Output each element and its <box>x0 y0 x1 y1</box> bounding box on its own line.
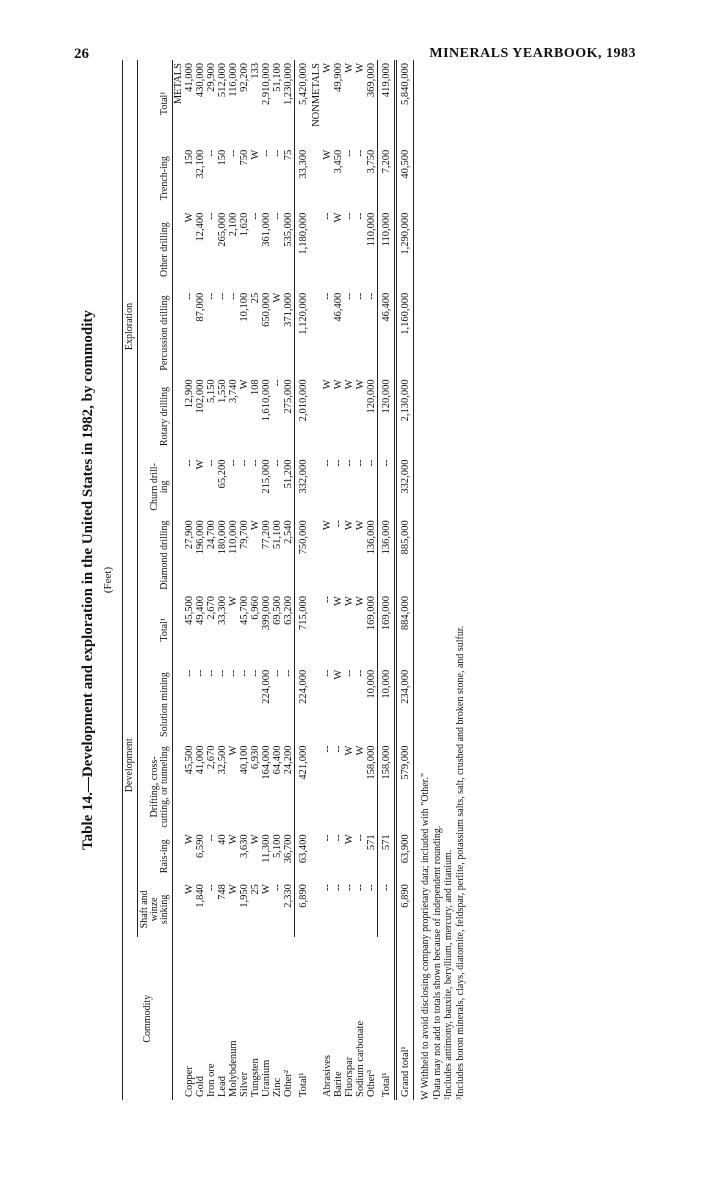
table-cell: -- <box>206 669 217 677</box>
table-cell: 6,930 <box>250 745 261 770</box>
group-header-exploration: Exploration <box>123 60 138 593</box>
table-cell: W <box>272 292 283 303</box>
col-header-commodity: Commodity <box>123 938 173 1101</box>
section-nonmetals <box>311 60 322 1100</box>
table-cell: -- <box>239 459 250 467</box>
table-cell: 371,000 <box>283 292 294 327</box>
table-cell: 164,000 <box>261 745 272 780</box>
commodity-name: Grand total¹ <box>396 938 414 1101</box>
table-cell: 1,620 <box>239 212 250 237</box>
table-cell: W <box>344 520 355 531</box>
table-cell: 169,000 <box>378 593 396 667</box>
grand-total-row <box>396 60 414 1100</box>
table-cell: 133 <box>250 63 261 79</box>
table-cell: W <box>250 520 261 531</box>
table-cell: -- <box>366 459 377 467</box>
table-cell: 275,000 <box>283 379 294 414</box>
table-cell: W <box>355 596 366 606</box>
table-cell: 5,100 <box>272 834 283 858</box>
table-cell: 150 <box>217 149 228 166</box>
table-cell: 512,000 <box>217 63 228 98</box>
table-cell: -- <box>344 669 355 677</box>
table-cell: 49,900 <box>333 63 344 92</box>
table-cell: 579,000 <box>396 743 414 832</box>
col-header-diamond-drilling: Diamond drilling <box>138 517 173 593</box>
table-cell: 332,000 <box>295 457 312 518</box>
table-cell: 63,200 <box>283 596 294 625</box>
table-cell: -- <box>355 834 366 842</box>
table-cell: 2,330 <box>283 884 294 908</box>
table-cell: 6,890 <box>396 881 414 937</box>
footnote-2: ²Includes antimony, bauxite, beryllium, mercury, and titanium. <box>443 849 454 1100</box>
col-header-raising: Rais-ing <box>138 831 173 881</box>
table-cell: 40 <box>217 834 228 845</box>
table-cell: 1,230,000 <box>283 63 294 105</box>
rotated-table-region <box>80 60 500 1100</box>
table-cell: -- <box>228 149 239 157</box>
table-cell: -- <box>355 149 366 157</box>
table-cell: -- <box>217 669 228 677</box>
table-cell: 41,000 <box>184 63 195 92</box>
commodity-name: Barite <box>333 1071 344 1097</box>
page-number: 26 <box>74 46 89 62</box>
table-cell: W <box>322 149 333 160</box>
table-cell: W <box>228 834 239 845</box>
table-cell: -- <box>322 292 333 300</box>
table-cell: 25 <box>250 292 261 304</box>
table-row <box>239 60 250 1100</box>
table-cell: 46,400 <box>333 292 344 322</box>
table-cell: 2,670 <box>206 596 217 620</box>
col-header-churn-drilling: Churn drill-ing <box>138 457 173 518</box>
table-cell: 1,550 <box>217 379 228 404</box>
table-cell: 45,700 <box>239 596 250 625</box>
table-cell: W <box>355 379 366 390</box>
table-cell: 399,000 <box>261 596 272 631</box>
table-cell: W <box>344 596 355 606</box>
commodity-name: Other² <box>283 1069 295 1097</box>
table-cell: -- <box>333 520 344 528</box>
table-cell: 5,420,000 <box>295 60 312 147</box>
table-cell: -- <box>283 669 294 677</box>
table-row <box>195 60 206 1100</box>
col-header-rotary-drilling: Rotary drilling <box>138 376 173 456</box>
footnote-w: W Withheld to avoid disclosing company proprietary data; included with "Other." <box>420 772 431 1100</box>
table-cell: 33,300 <box>295 147 312 210</box>
table-cell: 150 <box>184 149 195 166</box>
col-header-shaft: Shaft and winze sinking <box>138 881 173 937</box>
table-cell: 27,900 <box>184 520 195 550</box>
table-cell: W <box>239 379 250 390</box>
table-cell: -- <box>322 459 333 467</box>
table-cell: 369,000 <box>366 63 377 98</box>
table-cell: W <box>250 834 261 845</box>
col-header-solution-mining: Solution mining <box>138 667 173 743</box>
table-cell: 7,200 <box>378 147 396 210</box>
table-cell: -- <box>322 596 333 604</box>
table-row <box>184 60 195 1100</box>
table-cell: -- <box>355 292 366 300</box>
table-row <box>283 60 295 1100</box>
table-row <box>206 60 217 1100</box>
footnote-3: ³Includes boron minerals, clays, diatomite, feldspar, perlite, potassium salts, salt, crushed and broken stone, and sulfur. <box>454 625 466 1100</box>
table-cell: 215,000 <box>261 459 272 494</box>
col-header-development-total: Total¹ <box>138 593 173 667</box>
table-cell: 108 <box>250 379 261 396</box>
table-cell: 136,000 <box>366 520 377 555</box>
table-cell: 1,160,000 <box>396 290 414 377</box>
table-cell: 12,400 <box>195 212 206 242</box>
table-cell: -- <box>355 884 366 892</box>
table-cell: 12,900 <box>184 379 195 409</box>
table-cell: W <box>322 379 333 390</box>
col-header-percussion-drilling: Percussion drilling <box>138 290 173 377</box>
table-cell: 361,000 <box>261 212 272 247</box>
table-cell: -- <box>206 884 217 892</box>
table-cell: W <box>228 884 239 895</box>
table-cell: -- <box>355 669 366 677</box>
table-cell: 110,000 <box>366 212 377 247</box>
table-cell: 32,100 <box>195 149 206 179</box>
footnote-1: ¹Data may not add to totals shown because of independent rounding. <box>431 825 443 1100</box>
table-cell: 5,840,000 <box>396 60 414 147</box>
table-body <box>173 60 414 1100</box>
table-cell: -- <box>272 149 283 157</box>
commodity-name: Silver <box>239 1071 250 1097</box>
table-cell: -- <box>228 669 239 677</box>
table-cell: W <box>333 596 344 606</box>
table-cell: 1,840 <box>195 884 206 908</box>
table-cell: 75 <box>283 149 294 161</box>
table-cell: W <box>333 212 344 223</box>
table-cell: 224,000 <box>261 669 272 704</box>
table-cell: 110,000 <box>228 520 239 554</box>
table-cell: W <box>344 63 355 73</box>
table-cell: -- <box>322 669 333 677</box>
table-cell: 51,200 <box>283 459 294 489</box>
table-cell: 25 <box>250 884 261 895</box>
table-cell: 3,740 <box>228 379 239 404</box>
commodity-name: Total¹ <box>297 1072 309 1097</box>
table-cell: 87,000 <box>195 292 206 322</box>
table-cell: -- <box>333 834 344 842</box>
table-cell: W <box>250 149 261 160</box>
col-header-other-drilling: Other drilling <box>138 210 173 290</box>
table-cell: 571 <box>366 834 377 851</box>
table-cell: -- <box>378 881 396 937</box>
table-cell: 102,000 <box>195 379 206 414</box>
table-cell: 29,900 <box>206 63 217 92</box>
table-cell: 120,000 <box>366 379 377 414</box>
table-cell: -- <box>217 292 228 300</box>
table-cell: 49,400 <box>195 596 206 625</box>
table-cell: 430,000 <box>195 63 206 98</box>
table-cell: 63,900 <box>396 831 414 881</box>
commodity-name: Tungsten <box>250 1058 261 1097</box>
commodity-name: Sodium carbonate <box>355 1020 366 1097</box>
table-cell: 2,540 <box>283 520 294 544</box>
commodity-name: Other³ <box>366 1069 378 1097</box>
table-cell: 40,100 <box>239 745 250 775</box>
table-cell: 63,400 <box>295 831 312 881</box>
table-cell: 169,000 <box>366 596 377 631</box>
commodity-name: Iron ore <box>206 1063 217 1097</box>
table-cell: 158,000 <box>366 745 377 780</box>
section-metals <box>173 60 185 1100</box>
table-cell: 2,670 <box>206 745 217 770</box>
table-cell: -- <box>184 292 195 300</box>
table-cell: -- <box>355 459 366 467</box>
table-cell: -- <box>322 212 333 220</box>
table-cell: 571 <box>378 831 396 881</box>
commodity-name: Uranium <box>261 1059 272 1097</box>
table-row <box>250 60 261 1100</box>
table-cell: -- <box>378 457 396 518</box>
table-row <box>217 60 228 1100</box>
table-cell: W <box>355 520 366 531</box>
table-cell: 3,450 <box>333 149 344 174</box>
table-cell: 234,000 <box>396 667 414 743</box>
group-header-development: Development <box>123 593 138 937</box>
table-cell: 64,400 <box>272 745 283 775</box>
table-cell: 2,100 <box>228 212 239 237</box>
table-cell: -- <box>272 459 283 467</box>
table-cell: 6,960 <box>250 596 261 620</box>
table-cell: 535,000 <box>283 212 294 247</box>
table-cell: 715,000 <box>295 593 312 667</box>
table-cell: 116,000 <box>228 63 239 97</box>
table-units: (Feet) <box>102 566 114 594</box>
table-cell: W <box>355 63 366 73</box>
commodity-name: Abrasives <box>322 1055 333 1097</box>
commodity-name: Gold <box>195 1076 206 1097</box>
table-cell: 1,610,000 <box>261 379 272 422</box>
table-cell: 750,000 <box>295 517 312 593</box>
table-cell: -- <box>333 459 344 467</box>
table-cell: -- <box>228 459 239 467</box>
metals-total-row <box>295 60 312 1100</box>
table-cell: 1,120,000 <box>295 290 312 377</box>
table-cell: 10,100 <box>239 292 250 322</box>
table-cell: 41,000 <box>195 745 206 775</box>
table-cell: 136,000 <box>378 517 396 593</box>
table-cell: W <box>333 379 344 390</box>
table-cell: -- <box>250 459 261 467</box>
table-cell: 10,000 <box>366 669 377 699</box>
table-cell: -- <box>344 292 355 300</box>
table-cell: W <box>261 884 272 895</box>
section-nonmetals-label: NONMETALS <box>311 63 322 127</box>
table-cell: -- <box>228 292 239 300</box>
table-cell: 748 <box>217 884 228 900</box>
table-row <box>333 60 344 1100</box>
table-cell: 33,300 <box>217 596 228 625</box>
table-cell: 2,010,000 <box>295 376 312 456</box>
table-cell: -- <box>206 292 217 300</box>
table-cell: 750 <box>239 149 250 166</box>
table-cell: -- <box>272 884 283 892</box>
table-row <box>344 60 355 1100</box>
table-cell: 265,000 <box>217 212 228 247</box>
table-cell: 332,000 <box>396 457 414 518</box>
table-cell: W <box>184 884 195 895</box>
table-cell: 92,200 <box>239 63 250 92</box>
table-cell: 3,750 <box>366 149 377 174</box>
table-cell: 650,000 <box>261 292 272 327</box>
table-cell: W <box>228 745 239 756</box>
table-cell: 5,150 <box>206 379 217 404</box>
table-cell: 79,700 <box>239 520 250 550</box>
commodity-name: Copper <box>184 1066 195 1097</box>
col-header-exploration-total: Total¹ <box>138 60 173 147</box>
table-cell: -- <box>184 669 195 677</box>
table-cell: 1,950 <box>239 884 250 908</box>
table-cell: -- <box>333 745 344 753</box>
table-cell: 77,200 <box>261 520 272 550</box>
table-cell: W <box>355 745 366 756</box>
section-metals-label: METALS <box>173 63 184 105</box>
footnotes <box>420 60 466 1100</box>
commodity-name: Total¹ <box>380 1072 392 1097</box>
table-cell: 2,910,000 <box>261 63 272 105</box>
table-cell: 3,630 <box>239 834 250 858</box>
table-cell: 110,000 <box>378 210 396 290</box>
table-cell: -- <box>344 884 355 892</box>
table-cell: W <box>344 379 355 390</box>
table-cell: -- <box>184 459 195 467</box>
table-cell: 419,000 <box>378 60 396 147</box>
table-cell: -- <box>206 459 217 467</box>
col-header-trenching: Trench-ing <box>138 147 173 210</box>
table-cell: 158,000 <box>378 743 396 832</box>
commodity-name: Fluorspar <box>344 1056 355 1097</box>
table-cell: 24,200 <box>283 745 294 775</box>
table-cell: 2,130,000 <box>396 376 414 456</box>
table-cell: -- <box>272 212 283 220</box>
table-cell: -- <box>322 884 333 892</box>
table-cell: 6,590 <box>195 834 206 858</box>
table-cell: W <box>184 212 195 223</box>
table-cell: W <box>344 745 355 756</box>
table-cell: -- <box>206 149 217 157</box>
table-cell: -- <box>355 212 366 220</box>
table-cell: 11,300 <box>261 834 272 863</box>
table-cell: 51,100 <box>272 63 283 92</box>
table-cell: 46,400 <box>378 290 396 377</box>
table-cell: 36,700 <box>283 834 294 864</box>
commodity-name: Molybdenum <box>228 1040 239 1097</box>
table-cell: W <box>333 669 344 680</box>
table-cell: -- <box>344 212 355 220</box>
table-cell: -- <box>344 459 355 467</box>
table-cell: 180,000 <box>217 520 228 555</box>
table-cell: -- <box>206 834 217 842</box>
table-cell: 885,000 <box>396 517 414 593</box>
table-cell: 45,500 <box>184 596 195 625</box>
table-cell: 40,500 <box>396 147 414 210</box>
table-cell: -- <box>250 669 261 677</box>
table-cell: -- <box>344 149 355 157</box>
table-cell: 120,000 <box>378 376 396 456</box>
table-cell: -- <box>272 379 283 387</box>
table-row <box>272 60 283 1100</box>
table-cell: -- <box>272 669 283 677</box>
running-head: MINERALS YEARBOOK, 1983 <box>429 46 636 61</box>
table-cell: 884,000 <box>396 593 414 667</box>
table-cell: -- <box>239 669 250 677</box>
table-cell: 45,500 <box>184 745 195 775</box>
table-cell: 51,100 <box>272 520 283 550</box>
table-cell: -- <box>250 212 261 220</box>
table-cell: -- <box>366 292 377 300</box>
table-cell: 10,000 <box>378 667 396 743</box>
table-cell: 69,500 <box>272 596 283 625</box>
table-cell: 1,180,000 <box>295 210 312 290</box>
table-cell: 1,290,000 <box>396 210 414 290</box>
development-exploration-table <box>122 60 414 1100</box>
table-cell: 6,890 <box>295 881 312 937</box>
table-row <box>261 60 272 1100</box>
table-cell: 196,000 <box>195 520 206 555</box>
table-cell: 65,200 <box>217 459 228 489</box>
table-cell: W <box>184 834 195 845</box>
table-cell: -- <box>195 669 206 677</box>
table-cell: W <box>322 63 333 73</box>
table-cell: 24,700 <box>206 520 217 550</box>
table-cell: W <box>228 596 239 606</box>
table-cell: -- <box>366 884 377 892</box>
table-cell: -- <box>333 884 344 892</box>
table-cell: W <box>195 459 206 470</box>
table-cell: 224,000 <box>295 667 312 743</box>
table-cell: 32,500 <box>217 745 228 775</box>
table-cell: -- <box>322 834 333 842</box>
table-cell: -- <box>261 149 272 157</box>
table-cell: 421,000 <box>295 743 312 832</box>
table-row <box>322 60 333 1100</box>
nonmetals-total-row <box>378 60 396 1100</box>
table-row <box>366 60 378 1100</box>
table-cell: W <box>344 834 355 845</box>
table-cell: -- <box>206 212 217 220</box>
table-caption: Table 14.—Development and exploration in the United States in 1982, by commodity <box>80 310 96 850</box>
commodity-name: Zinc <box>272 1077 283 1097</box>
table-cell: -- <box>322 745 333 753</box>
col-header-drifting: Drifting, cross-cutting, or tunneling <box>138 743 173 832</box>
table-cell: W <box>322 520 333 531</box>
table-row <box>355 60 366 1100</box>
commodity-name: Lead <box>217 1076 228 1097</box>
table-row <box>228 60 239 1100</box>
